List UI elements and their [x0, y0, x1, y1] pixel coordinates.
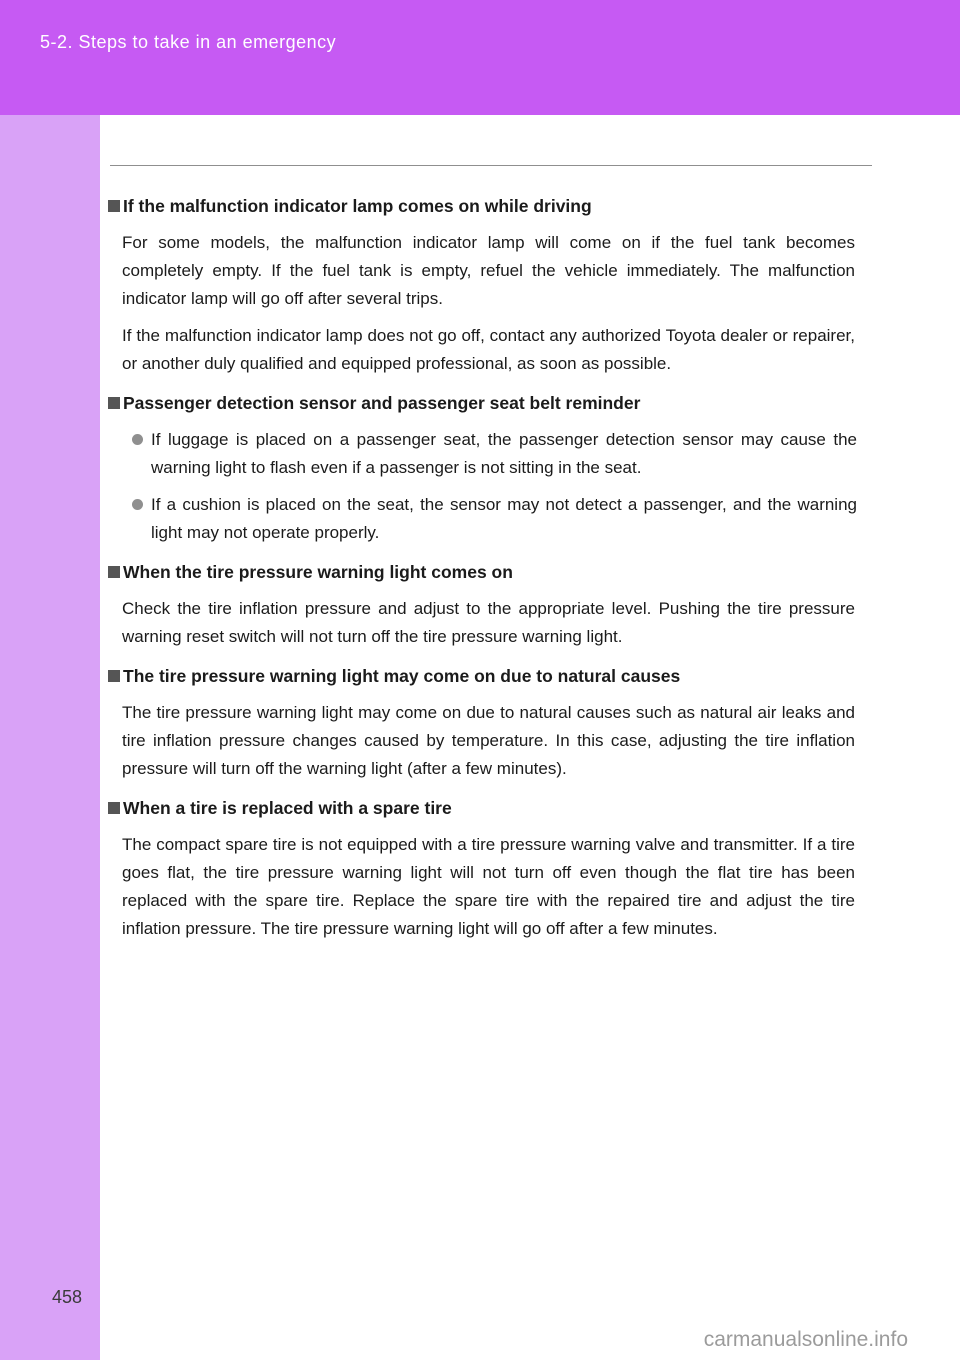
section-heading-row — [108, 795, 878, 822]
section-heading: If the malfunction indicator lamp comes on while driving — [123, 196, 592, 216]
square-bullet-icon — [108, 566, 120, 578]
bullet-item — [132, 491, 857, 547]
bullet-text: If a cushion is placed on the seat, the sensor may not detect a passenger, and the warning light may not operate properly. — [151, 495, 857, 542]
dot-bullet-icon — [132, 499, 143, 510]
section-malfunction-lamp — [108, 193, 878, 378]
paragraph: For some models, the malfunction indicator lamp will come on if the fuel tank becomes completely empty. If the fuel tank is empty, refuel the vehicle immediately. The malfunction indicator lamp will go off after several trips. — [122, 233, 855, 308]
section-heading-row — [108, 559, 878, 586]
section-spare-tire — [108, 795, 878, 943]
watermark: carmanualsonline.info — [703, 1328, 908, 1351]
section-tire-pressure-natural — [108, 663, 878, 783]
section-tire-pressure-on — [108, 559, 878, 651]
section-heading: The tire pressure warning light may come on due to natural causes — [123, 666, 681, 686]
section-breadcrumb: 5-2. Steps to take in an emergency — [40, 32, 337, 52]
section-heading-row — [108, 193, 878, 220]
square-bullet-icon — [108, 670, 120, 682]
paragraph: Check the tire inflation pressure and adjust to the appropriate level. Pushing the tire pressure warning reset switch will not turn off the tire pressure warning light. — [122, 599, 855, 646]
left-margin-strip — [0, 115, 100, 1360]
square-bullet-icon — [108, 200, 120, 212]
section-heading: Passenger detection sensor and passenger seat belt reminder — [123, 393, 641, 413]
dot-bullet-icon — [132, 434, 143, 445]
square-bullet-icon — [108, 397, 120, 409]
paragraph: If the malfunction indicator lamp does not go off, contact any authorized Toyota dealer or repairer, or another duly qualified and equipped professional, as soon as possible. — [122, 326, 855, 373]
content-area — [100, 115, 960, 1360]
page-number: 458 — [52, 1287, 83, 1307]
section-heading: When the tire pressure warning light comes on — [123, 562, 513, 582]
bullet-text: If luggage is placed on a passenger seat, the passenger detection sensor may cause the warning light to flash even if a passenger is not sitting in the seat. — [151, 430, 857, 477]
section-heading-row — [108, 390, 878, 417]
paragraph: The tire pressure warning light may come on due to natural causes such as natural air leaks and tire inflation pressure changes caused by temperature. In this case, adjusting the tire inflation pressure will turn off the warning light (after a few minutes). — [122, 703, 855, 778]
paragraph: The compact spare tire is not equipped with a tire pressure warning valve and transmitter. If a tire goes flat, the tire pressure warning light will not turn off even though the flat tire has been replaced with the spare tire. Replace the spare tire with the repaired tire and adjust the tire inflation pressure. The tire pressure warning light will go off after a few minutes. — [122, 835, 855, 938]
section-passenger-detection — [108, 390, 878, 547]
top-divider — [110, 165, 872, 166]
header-band — [0, 0, 960, 115]
bullet-item — [132, 426, 857, 482]
section-heading-row — [108, 663, 878, 690]
square-bullet-icon — [108, 802, 120, 814]
section-heading: When a tire is replaced with a spare tire — [123, 798, 452, 818]
sections-container — [108, 181, 878, 952]
